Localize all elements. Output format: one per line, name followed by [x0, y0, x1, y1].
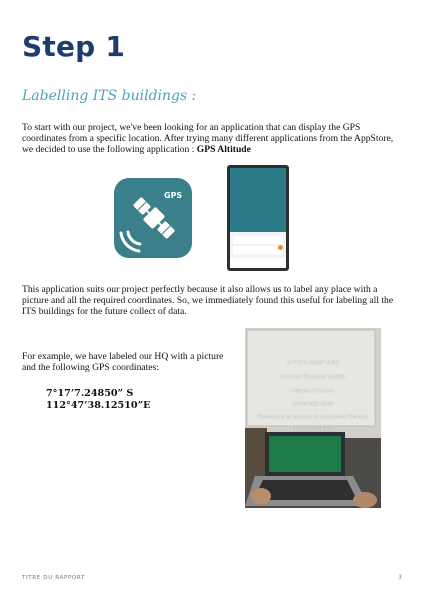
intro-paragraph [22, 122, 404, 155]
app-screenshot [227, 165, 289, 271]
section-subheading: Labelling ITS buildings : [22, 88, 197, 104]
example-paragraph: For example, we have labeled our HQ with a picture and the following GPS coordinates: [22, 351, 224, 373]
gps-coordinates [46, 388, 150, 411]
overlay-altitude: Altitude: 5 m a.s.l. [291, 389, 335, 394]
phone-header [230, 168, 286, 232]
overlay-longitude: E 112°47'38.12510" (LONG) [280, 375, 346, 380]
phone-dot [278, 245, 283, 250]
latitude: 7°17’7.24850” S [46, 388, 134, 399]
hq-photo [245, 328, 381, 508]
overlay-datetime: 13/06/2022 12:59 [292, 402, 334, 407]
app-name: GPS Altitude [196, 144, 251, 155]
intro-text: To start with our project, we've been looking for an application that can display the GPS coordinates from a specific location. After trying many different applications from the AppStore, we decided to use the following application : [22, 122, 394, 155]
app-icon-label: GPS [164, 191, 183, 200]
phone-screen [230, 168, 286, 268]
body-paragraph: This application suits our project perfectly because it also allows us to label any place with a picture and all the required coordinates. So, we immediately found this useful for labeling all the ITS buildings for the future collect of data. [22, 284, 394, 317]
overlay-street: Jalan Teknik Mesin [292, 428, 334, 433]
footer-report-title: TITRE DU RAPPORT [22, 575, 85, 581]
overlay-latitude: S 7°17'7.24850" (LAT) [287, 361, 339, 366]
phone-card [233, 246, 283, 254]
satellite-icon [114, 178, 192, 258]
longitude: 112°47’38.12510”E [46, 399, 151, 411]
phone-tabbar [230, 258, 286, 268]
page-heading: Step 1 [22, 30, 126, 63]
gps-app-icon [114, 178, 192, 258]
footer-page-number: 3 [398, 574, 402, 581]
overlay-provider: Fournisseur de services de localisation Fusionne [257, 415, 369, 420]
phone-card [233, 236, 283, 244]
